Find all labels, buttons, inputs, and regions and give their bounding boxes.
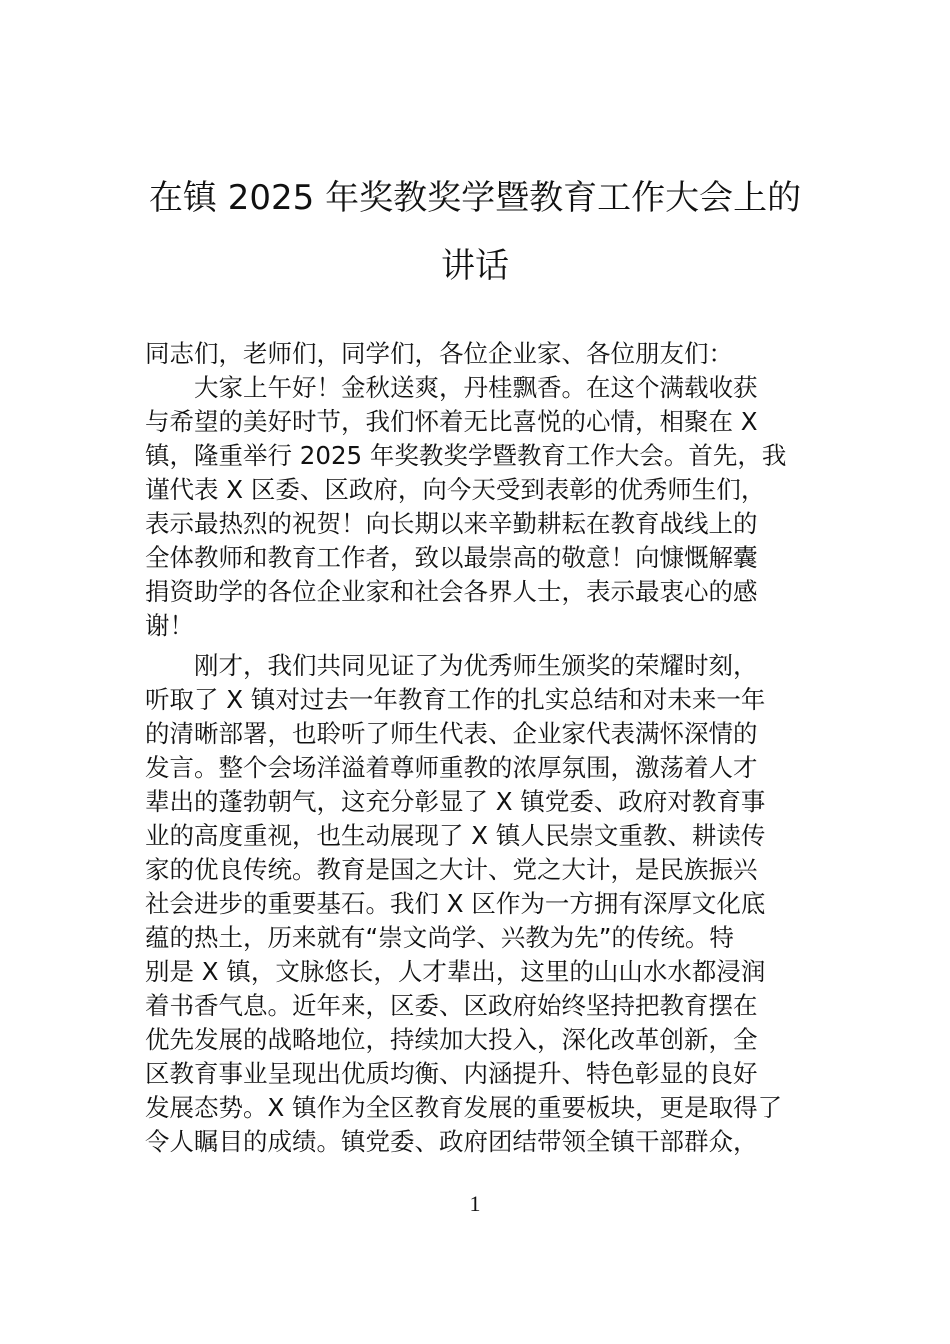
paragraph-2-line: 业的高度重视，也生动展现了 X 镇人民崇文重教、耕读传 (145, 821, 766, 850)
paragraph-2-line: 着书香气息。近年来，区委、区政府始终坚持把教育摆在 (145, 991, 758, 1020)
paragraph-1-line: 捐资助学的各位企业家和社会各界人士，表示最衷心的感 (145, 577, 758, 606)
paragraph-2-line: 听取了 X 镇对过去一年教育工作的扎实总结和对未来一年 (145, 685, 766, 714)
paragraph-1-line: 大家上午好！金秋送爽，丹桂飘香。在这个满载收获 (194, 373, 758, 402)
salutation: 同志们，老师们，同学们，各位企业家、各位朋友们： (145, 339, 733, 368)
paragraph-2-line: 社会进步的重要基石。我们 X 区作为一方拥有深厚文化底 (145, 889, 766, 918)
paragraph-2-line: 令人瞩目的成绩。镇党委、政府团结带领全镇干部群众， (145, 1127, 758, 1156)
paragraph-2-line: 刚才，我们共同见证了为优秀师生颁奖的荣耀时刻， (194, 651, 758, 680)
paragraph-1-line: 与希望的美好时节，我们怀着无比喜悦的心情，相聚在 X (145, 407, 758, 436)
paragraph-2-line: 优先发展的战略地位，持续加大投入，深化改革创新，全 (145, 1025, 758, 1054)
paragraph-2-line: 的清晰部署，也聆听了师生代表、企业家代表满怀深情的 (145, 719, 758, 748)
paragraph-2-line: 区教育事业呈现出优质均衡、内涵提升、特色彰显的良好 (145, 1059, 758, 1088)
page-number: 1 (469, 1191, 481, 1216)
paragraph-1-line: 谨代表 X 区委、区政府，向今天受到表彰的优秀师生们， (145, 475, 766, 504)
paragraph-1-line: 表示最热烈的祝贺！向长期以来辛勤耕耘在教育战线上的 (145, 509, 758, 538)
paragraph-2-line: 别是 X 镇，文脉悠长，人才辈出，这里的山山水水都浸润 (145, 957, 766, 986)
paragraph-2-line: 发展态势。X 镇作为全区教育发展的重要板块，更是取得了 (145, 1093, 783, 1122)
document-title-line-2: 讲话 (441, 246, 509, 286)
paragraph-1-line: 全体教师和教育工作者，致以最崇高的敬意！向慷慨解囊 (145, 543, 758, 572)
paragraph-2-line: 发言。整个会场洋溢着尊师重教的浓厚氛围，激荡着人才 (145, 753, 758, 782)
paragraph-1-line: 镇，隆重举行 2025 年奖教奖学暨教育工作大会。首先，我 (145, 441, 787, 470)
paragraph-2-line: 蕴的热土，历来就有“崇文尚学、兴教为先”的传统。特 (145, 923, 734, 952)
paragraph-2-line: 家的优良传统。教育是国之大计、党之大计，是民族振兴 (145, 855, 758, 884)
document-title-line-1: 在镇 2025 年奖教奖学暨教育工作大会上的 (148, 178, 802, 218)
paragraph-1-line: 谢！ (145, 611, 194, 640)
paragraph-2-line: 辈出的蓬勃朝气，这充分彰显了 X 镇党委、政府对教育事 (145, 787, 766, 816)
